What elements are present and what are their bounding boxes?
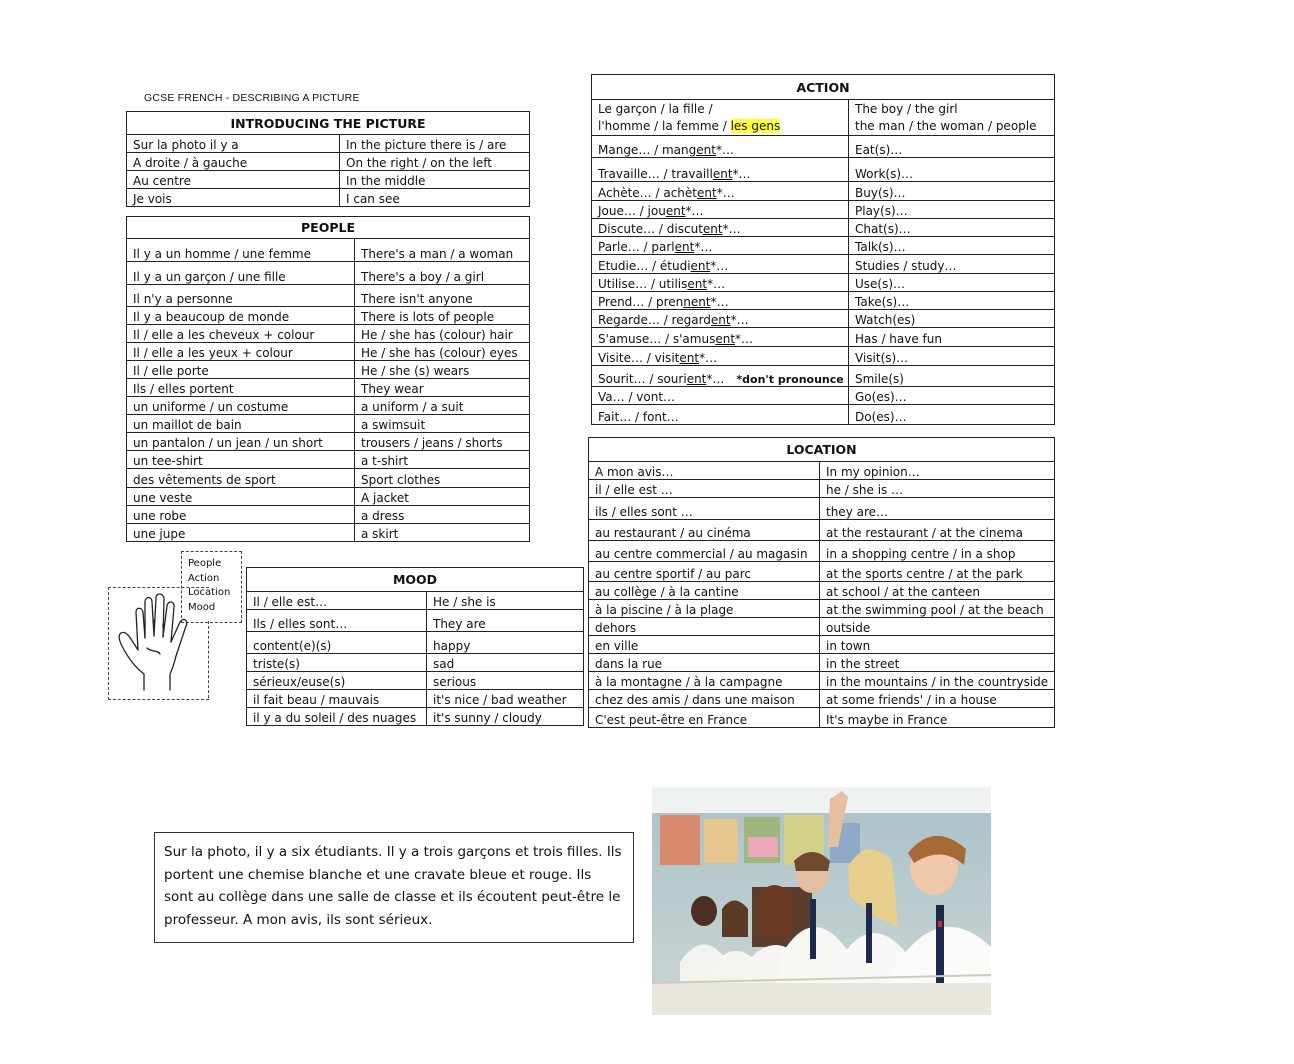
people-french: un uniforme / un costume	[127, 397, 355, 415]
introducing-english: In the middle	[340, 171, 530, 189]
mood-row	[247, 654, 584, 672]
action-english: Take(s)…	[849, 292, 1055, 310]
location-english: It's maybe in France	[820, 708, 1055, 728]
action-english: Has / have fun	[849, 328, 1055, 347]
verb-ending: ent	[710, 313, 731, 327]
people-french: un tee-shirt	[127, 451, 355, 469]
location-french: au centre commercial / au magasin	[589, 541, 820, 562]
location-french: il / elle est …	[589, 480, 820, 498]
location-row	[589, 654, 1055, 672]
location-row	[589, 541, 1055, 562]
document-title: GCSE FRENCH - DESCRIBING A PICTURE	[144, 92, 360, 104]
action-row	[592, 182, 1055, 201]
people-english: Sport clothes	[355, 469, 530, 488]
people-english: trousers / jeans / shorts	[355, 433, 530, 451]
location-row	[589, 708, 1055, 728]
location-french: dehors	[589, 618, 820, 636]
mood-french: triste(s)	[247, 654, 427, 672]
action-french: Utilise… / utilisent*…	[592, 274, 849, 292]
people-row	[127, 488, 530, 506]
action-row	[592, 387, 1055, 405]
verb-ending: ent	[665, 204, 686, 218]
people-english: He / she has (colour) hair	[355, 325, 530, 343]
location-row	[589, 618, 1055, 636]
location-french: ils / elles sont …	[589, 498, 820, 520]
action-french: Sourit… / sourient*… *don't pronounce	[592, 366, 849, 387]
people-french: Il n'y a personne	[127, 285, 355, 307]
introducing-french: Je vois	[127, 189, 340, 207]
action-french: Fait… / font…	[592, 405, 849, 425]
action-french: Va… / vont…	[592, 387, 849, 405]
verb-ending: ent	[690, 259, 711, 273]
location-english: at the restaurant / at the cinema	[820, 520, 1055, 541]
hand-label-people: People	[188, 558, 222, 569]
action-row	[592, 237, 1055, 255]
mood-english: serious	[427, 672, 584, 690]
location-english: in the mountains / in the countryside	[820, 672, 1055, 690]
action-english: Talk(s)…	[849, 237, 1055, 255]
action-french: Regarde… / regardent*…	[592, 310, 849, 328]
action-row	[592, 201, 1055, 219]
classroom-photo	[652, 787, 991, 1015]
people-french: un maillot de bain	[127, 415, 355, 433]
introducing-english: On the right / on the left	[340, 153, 530, 171]
verb-ending: ent	[702, 222, 723, 236]
mood-french: il fait beau / mauvais	[247, 690, 427, 708]
people-french: Il / elle a les yeux + colour	[127, 343, 355, 361]
mood-title: MOOD	[247, 568, 584, 592]
people-french: Il / elle a les cheveux + colour	[127, 325, 355, 343]
action-row	[592, 292, 1055, 310]
location-english: at school / at the canteen	[820, 582, 1055, 600]
action-english: Use(s)…	[849, 274, 1055, 292]
people-row	[127, 262, 530, 285]
people-french: une robe	[127, 506, 355, 524]
people-french: Il y a un homme / une femme	[127, 239, 355, 262]
mood-french: Ils / elles sont…	[247, 610, 427, 632]
location-french: dans la rue	[589, 654, 820, 672]
location-english: outside	[820, 618, 1055, 636]
people-english: a t-shirt	[355, 451, 530, 469]
location-french: chez des amis / dans une maison	[589, 690, 820, 708]
highlighted-les-gens: les gens	[730, 118, 781, 133]
people-french: Ils / elles portent	[127, 379, 355, 397]
mood-french: Il / elle est…	[247, 592, 427, 610]
location-english: he / she is …	[820, 480, 1055, 498]
people-english: He / she has (colour) eyes	[355, 343, 530, 361]
introducing-title: INTRODUCING THE PICTURE	[127, 112, 530, 135]
mood-english: They are	[427, 610, 584, 632]
verb-ending: nent	[683, 295, 711, 309]
location-french: A mon avis…	[589, 462, 820, 480]
verb-ending: gent	[688, 143, 716, 157]
location-french: C'est peut-être en France	[589, 708, 820, 728]
location-english: in town	[820, 636, 1055, 654]
location-title: LOCATION	[589, 438, 1055, 462]
verb-ending: ent	[674, 240, 695, 254]
people-row	[127, 285, 530, 307]
hand-label-mood: Mood	[188, 601, 216, 613]
action-title: ACTION	[592, 75, 1055, 100]
people-row	[127, 469, 530, 488]
action-english: Watch(es)	[849, 310, 1055, 328]
mood-row	[247, 592, 584, 610]
location-row	[589, 480, 1055, 498]
action-french: S'amuse… / s'amusent*…	[592, 328, 849, 347]
verb-ending: ent	[697, 186, 717, 200]
people-row	[127, 307, 530, 325]
people-row	[127, 343, 530, 361]
example-paragraph: Sur la photo, il y a six étudiants. Il y a trois garçons et trois filles. Ils portent une chemise blanche et une cravate bleue et rouge. Ils sont au collège dans une salle de classe et ils écoutent peut-être le professeur. A mon avis, ils sont sérieux.	[154, 832, 634, 943]
people-row	[127, 397, 530, 415]
mood-row	[247, 632, 584, 654]
action-english: Go(es)…	[849, 387, 1055, 405]
location-table	[588, 437, 1055, 728]
people-english: A jacket	[355, 488, 530, 506]
hand-label-location: Location	[188, 587, 231, 598]
location-english: In my opinion…	[820, 462, 1055, 480]
location-row	[589, 636, 1055, 654]
hand-dashed-connector	[208, 621, 209, 698]
mood-english: it's sunny / cloudy	[427, 708, 584, 726]
action-english: Studies / study…	[849, 255, 1055, 274]
location-english: in the street	[820, 654, 1055, 672]
dont-pronounce-note: *don't pronounce	[736, 373, 844, 386]
location-english: at the sports centre / at the park	[820, 562, 1055, 582]
action-subject-fr: Le garçon / la fille / l'homme / la femme / les gens	[592, 100, 849, 136]
mood-row	[247, 610, 584, 632]
hand-icon	[114, 590, 202, 694]
people-row	[127, 451, 530, 469]
location-english: in a shopping centre / in a shop	[820, 541, 1055, 562]
introducing-table	[126, 111, 530, 207]
location-row	[589, 690, 1055, 708]
people-english: a uniform / a suit	[355, 397, 530, 415]
action-english: Eat(s)…	[849, 136, 1055, 158]
action-english: Work(s)…	[849, 158, 1055, 182]
action-subject-en: The boy / the girl the man / the woman / people	[849, 100, 1055, 136]
action-english: Smile(s)	[849, 366, 1055, 387]
location-french: au restaurant / au cinéma	[589, 520, 820, 541]
action-english: Buy(s)…	[849, 182, 1055, 201]
action-subject-row	[592, 100, 1055, 136]
introducing-french: Sur la photo il y a	[127, 135, 340, 153]
action-english: Play(s)…	[849, 201, 1055, 219]
introducing-row	[127, 135, 530, 153]
location-french: à la montagne / à la campagne	[589, 672, 820, 690]
people-french: une jupe	[127, 524, 355, 542]
action-row	[592, 310, 1055, 328]
mood-row	[247, 672, 584, 690]
people-english: There is lots of people	[355, 307, 530, 325]
action-french: Travaille… / travaillent*…	[592, 158, 849, 182]
mood-french: il y a du soleil / des nuages	[247, 708, 427, 726]
location-english: at some friends' / in a house	[820, 690, 1055, 708]
people-row	[127, 415, 530, 433]
mood-english: happy	[427, 632, 584, 654]
mood-english: He / she is	[427, 592, 584, 610]
people-row	[127, 379, 530, 397]
introducing-row	[127, 171, 530, 189]
action-row	[592, 405, 1055, 425]
action-row	[592, 136, 1055, 158]
action-row	[592, 328, 1055, 347]
people-french: Il y a beaucoup de monde	[127, 307, 355, 325]
people-english: He / she (s) wears	[355, 361, 530, 379]
people-french: un pantalon / un jean / un short	[127, 433, 355, 451]
people-english: There isn't anyone	[355, 285, 530, 307]
action-english: Do(es)…	[849, 405, 1055, 425]
action-row	[592, 255, 1055, 274]
location-english: they are…	[820, 498, 1055, 520]
hand-label-action: Action	[188, 572, 220, 584]
people-french: Il y a un garçon / une fille	[127, 262, 355, 285]
mood-english: sad	[427, 654, 584, 672]
action-row	[592, 347, 1055, 366]
action-french: Joue… / jouent*…	[592, 201, 849, 219]
people-english: There's a boy / a girl	[355, 262, 530, 285]
people-table	[126, 216, 530, 542]
introducing-english: In the picture there is / are	[340, 135, 530, 153]
mood-row	[247, 708, 584, 726]
people-french: une veste	[127, 488, 355, 506]
action-english: Chat(s)…	[849, 219, 1055, 237]
action-french: Prend… / prennent*…	[592, 292, 849, 310]
people-english: a skirt	[355, 524, 530, 542]
people-row	[127, 239, 530, 262]
action-row	[592, 366, 1055, 387]
location-french: au collège / à la cantine	[589, 582, 820, 600]
introducing-row	[127, 153, 530, 171]
location-row	[589, 498, 1055, 520]
action-french: Visite… / visitent*…	[592, 347, 849, 366]
people-french: des vêtements de sport	[127, 469, 355, 488]
action-french: Achète… / achètent*…	[592, 182, 849, 201]
action-french: Etudie… / étudient*…	[592, 255, 849, 274]
introducing-french: Au centre	[127, 171, 340, 189]
mood-table	[246, 567, 584, 726]
mood-english: it's nice / bad weather	[427, 690, 584, 708]
action-english: Visit(s)…	[849, 347, 1055, 366]
action-row	[592, 274, 1055, 292]
location-row	[589, 672, 1055, 690]
people-row	[127, 361, 530, 379]
people-english: a dress	[355, 506, 530, 524]
location-row	[589, 462, 1055, 480]
introducing-row	[127, 189, 530, 207]
location-row	[589, 600, 1055, 618]
location-row	[589, 582, 1055, 600]
location-french: en ville	[589, 636, 820, 654]
introducing-english: I can see	[340, 189, 530, 207]
people-english: There's a man / a woman	[355, 239, 530, 262]
verb-ending: ent	[679, 351, 700, 365]
mood-french: content(e)(s)	[247, 632, 427, 654]
people-english: a swimsuit	[355, 415, 530, 433]
action-table	[591, 74, 1055, 425]
action-french: Discute… / discutent*…	[592, 219, 849, 237]
verb-ending: ent	[712, 167, 733, 181]
action-row	[592, 219, 1055, 237]
location-french: au centre sportif / au parc	[589, 562, 820, 582]
people-french: Il / elle porte	[127, 361, 355, 379]
people-english: They wear	[355, 379, 530, 397]
mood-french: sérieux/euse(s)	[247, 672, 427, 690]
mood-row	[247, 690, 584, 708]
location-row	[589, 562, 1055, 582]
introducing-french: A droite / à gauche	[127, 153, 340, 171]
location-english: at the swimming pool / at the beach	[820, 600, 1055, 618]
location-french: à la piscine / à la plage	[589, 600, 820, 618]
people-title: PEOPLE	[127, 217, 530, 239]
location-row	[589, 520, 1055, 541]
verb-ending: ent	[715, 332, 736, 346]
people-row	[127, 506, 530, 524]
people-row	[127, 433, 530, 451]
action-row	[592, 158, 1055, 182]
people-row	[127, 524, 530, 542]
people-row	[127, 325, 530, 343]
action-french: Mange… / mangent*…	[592, 136, 849, 158]
action-french: Parle… / parlent*…	[592, 237, 849, 255]
verb-ending: ent	[686, 372, 707, 386]
verb-ending: ent	[687, 277, 708, 291]
